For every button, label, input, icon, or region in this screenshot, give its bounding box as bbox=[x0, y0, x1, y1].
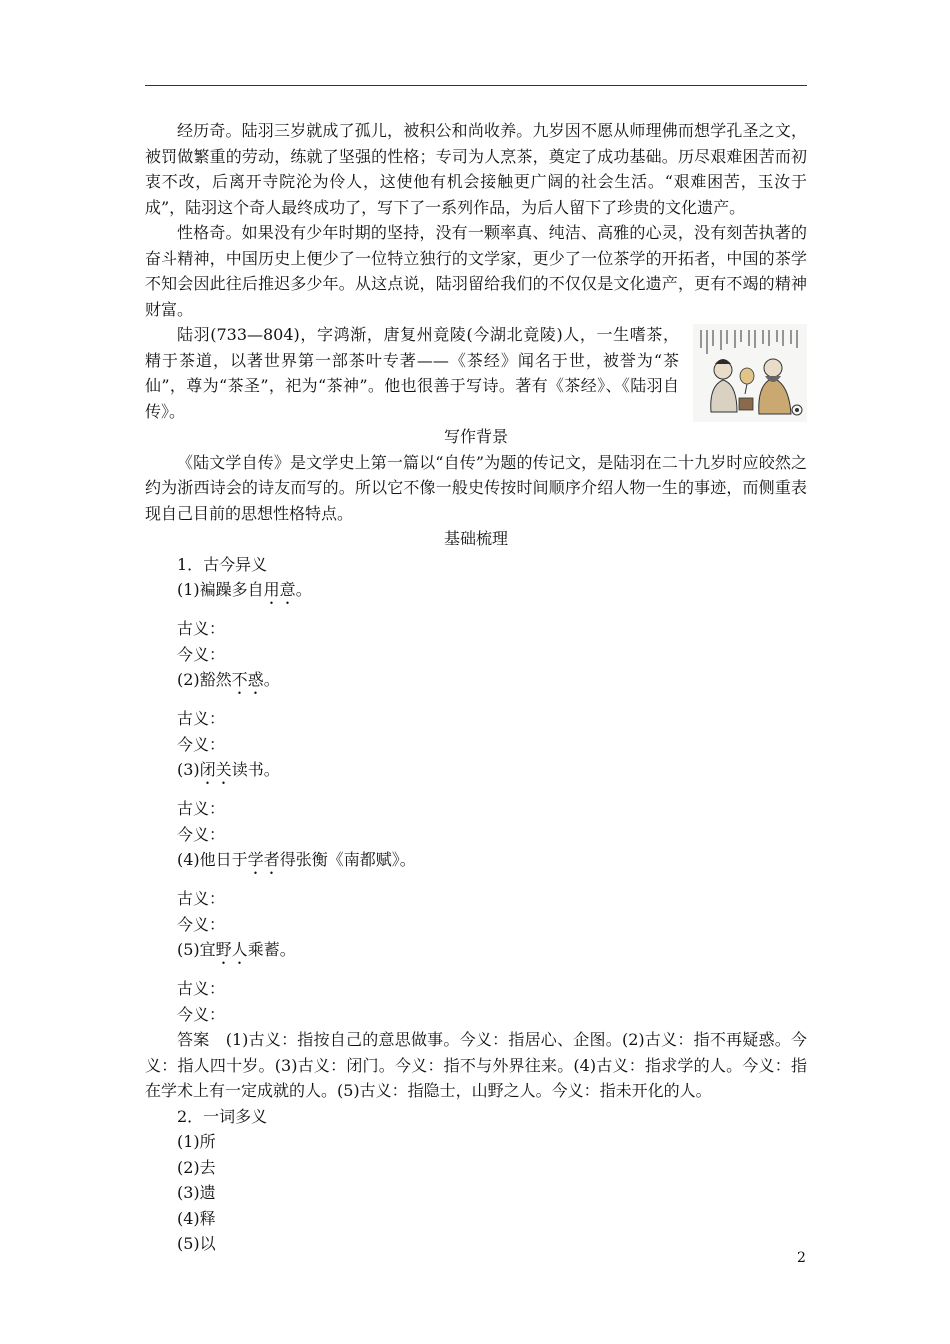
page-number: 2 bbox=[797, 1250, 806, 1266]
sentence-text: (2)豁然 bbox=[177, 670, 232, 689]
lu-yu-illustration bbox=[693, 324, 807, 422]
ancient-meaning-label: 古义： bbox=[177, 709, 226, 728]
ancient-meaning-label: 古义： bbox=[177, 979, 226, 998]
sentence-text: (4)他日于 bbox=[177, 850, 248, 869]
sentence-text: 乘蓄。 bbox=[247, 940, 296, 959]
item-sentence bbox=[145, 937, 807, 968]
archaic-meaning-item-3 bbox=[145, 757, 807, 847]
marked-word: 闭关 bbox=[199, 760, 232, 779]
background-text: 《陆文学自传》是文学史上第一篇以“自传”为题的传记文，是陆羽在二十九岁时应皎然之约为浙西诗会的诗友而写的。所以它不像一般史传按时间顺序介绍人物一生的事迹，而侧重表现自己目前的思想性格特点。 bbox=[145, 452, 807, 523]
modern-meaning-label: 今义： bbox=[177, 914, 226, 934]
polysemy-item: (5)以 bbox=[177, 1234, 216, 1253]
author-bio: 陆羽(733—804)，字鸿渐，唐复州竟陵(今湖北竟陵)人，一生嗜茶，精于茶道，以著世界第一部茶叶专著——《茶经》闻名于世，被誉为“茶仙”，尊为“茶圣”，祀为“茶神”。他也很善于写诗。著有《茶经》、《陆羽自传》。 bbox=[145, 325, 679, 421]
marked-word: 野人 bbox=[215, 940, 248, 959]
modern-meaning-label: 今义： bbox=[177, 824, 226, 844]
archaic-meaning-item-2 bbox=[145, 667, 807, 757]
polysemy-item: (4)释 bbox=[177, 1208, 216, 1228]
archaic-meaning-item-1 bbox=[145, 577, 807, 667]
ancient-meaning-label: 古义： bbox=[177, 889, 226, 908]
polysemy-item: (2)去 bbox=[177, 1157, 216, 1177]
marked-word: 学者 bbox=[247, 850, 280, 869]
item-sentence bbox=[145, 847, 807, 878]
section-2-title: 2．一词多义 bbox=[177, 1106, 268, 1126]
marked-word: 用意 bbox=[263, 580, 296, 599]
polysemy-item: (1)所 bbox=[177, 1132, 216, 1151]
modern-meaning-label: 今义： bbox=[177, 1004, 226, 1024]
sentence-text: 。 bbox=[263, 670, 280, 689]
section-1-title: 1．古今异义 bbox=[177, 554, 268, 574]
sentence-text: (1)褊躁多自 bbox=[177, 580, 264, 599]
basics-heading: 基础梳理 bbox=[443, 529, 508, 548]
document-body bbox=[145, 118, 807, 1257]
sentence-text: (3) bbox=[177, 760, 200, 779]
modern-meaning-label: 今义： bbox=[177, 734, 226, 754]
sentence-text: 得张衡《南都赋》。 bbox=[279, 850, 416, 869]
answer-paragraph: 答案 (1)古义：指按自己的意思做事。今义：指居心、企图。(2)古义：指不再疑惑。今义：指人四十岁。(3)古义：闭门。今义：指不与外界往来。(4)古义：指求学的人。今义：指在学术上有一定成就的人。(5)古义：指隐士，山野之人。今义：指未开化的人。 bbox=[145, 1030, 807, 1100]
archaic-meaning-item-5 bbox=[145, 937, 807, 1027]
intro-paragraph-1: 经历奇。陆羽三岁就成了孤儿，被积公和尚收养。九岁因不愿从师理佛而想学孔圣之文，被罚做繁重的劳动，练就了坚强的性格；专司为人烹茶，奠定了成功基础。历尽艰难困苦而初衷不改，后离开寺院沦为伶人，这使他有机会接触更广阔的社会生活。“艰难困苦，玉汝于成”，陆羽这个奇人最终成功了，写下了一系列作品，为后人留下了珍贵的文化遗产。 bbox=[145, 121, 807, 217]
polysemy-item: (3)遗 bbox=[177, 1183, 216, 1202]
tea-drinking-painting-icon bbox=[693, 324, 807, 422]
background-heading: 写作背景 bbox=[443, 427, 508, 446]
sentence-text: 读书。 bbox=[231, 760, 280, 779]
archaic-meaning-item-4 bbox=[145, 847, 807, 937]
marked-word: 不惑 bbox=[231, 670, 264, 689]
sentence-text: 。 bbox=[295, 580, 312, 599]
ancient-meaning-label: 古义： bbox=[177, 619, 226, 638]
intro-paragraph-2: 性格奇。如果没有少年时期的坚持，没有一颗率真、纯洁、高雅的心灵，没有刻苦执著的奋斗精神，中国历史上便少了一位特立独行的文学家，更少了一位茶学的开拓者，中国的茶学不知会因此往后推迟多少年。从这点说，陆羽留给我们的不仅仅是文化遗产，更有不竭的精神财富。 bbox=[145, 223, 807, 319]
modern-meaning-label: 今义： bbox=[177, 644, 226, 664]
ancient-meaning-label: 古义： bbox=[177, 799, 226, 818]
header-rule bbox=[145, 85, 807, 86]
author-section bbox=[145, 322, 807, 424]
item-sentence bbox=[145, 667, 807, 698]
item-sentence bbox=[145, 757, 807, 788]
sentence-text: (5)宜 bbox=[177, 940, 216, 959]
item-sentence bbox=[145, 577, 807, 608]
